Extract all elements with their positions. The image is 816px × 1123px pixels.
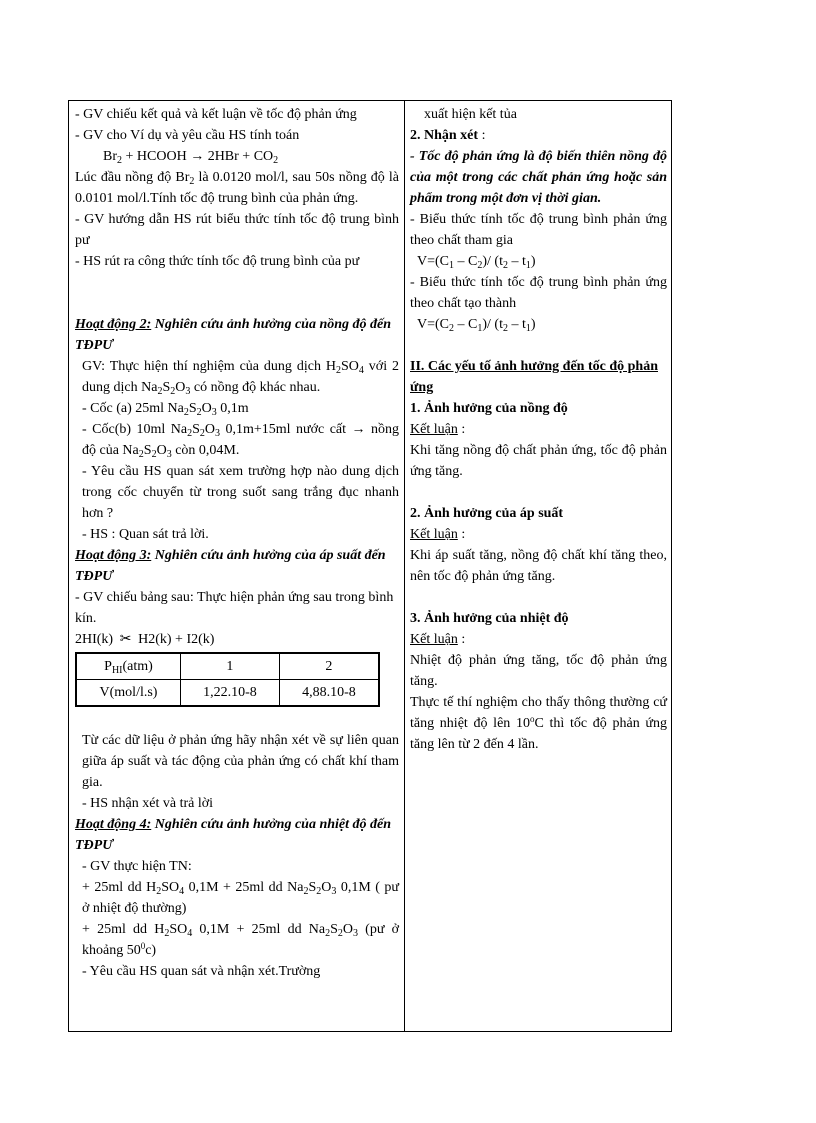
conclusion-label: Kết luận : bbox=[410, 422, 466, 437]
activity-heading: Hoạt động 2: Nghiên cứu ảnh hưởng của nồng độ đến TĐPƯ bbox=[75, 317, 392, 353]
definition: - Tốc độ phản ứng là độ biến thiên nồng độ của một trong các chất phản ứng hoặc sản phẩm trong một đơn vị thời gian. bbox=[410, 149, 667, 206]
formula: $V=(C_1 - C_2)/$ $(t_2 - t_1)$ bbox=[417, 254, 536, 271]
text-line: - GV cho Ví dụ và yêu cầu HS tính toán bbox=[75, 128, 300, 143]
activity-heading: Hoạt động 3: Nghiên cứu ảnh hưởng của áp suất đến TĐPƯ bbox=[75, 548, 386, 584]
paragraph: Nhiệt độ phản ứng tăng, tốc độ phản ứng tăng. bbox=[410, 653, 667, 689]
text-line: - Yêu cầu HS quan sát và nhận xét.Trường bbox=[82, 964, 321, 979]
paragraph: Lúc đầu nồng độ $Br_2$ là 0.0120 mol/l, sau 50s nồng độ là 0.0101 mol/l.Tính tốc độ trung bình của phản ứng. bbox=[75, 170, 399, 206]
paragraph: Khi tăng nồng độ chất phản ứng, tốc độ phản ứng tăng. bbox=[410, 443, 667, 479]
reaction-line: 2HI(k) ✂ H2(k) + I2(k) bbox=[75, 629, 399, 650]
subsection-heading: 3. Ảnh hưởng của nhiệt độ bbox=[410, 611, 569, 626]
list-item: + 25ml dd $H_2SO_4$ 0,1M + 25ml dd $Na_2S_2O_3$ (pư ở khoảng $50^0c$) bbox=[82, 922, 400, 958]
list-item: - Yêu cầu HS quan sát xem trường hợp nào dung dịch trong cốc chuyển từ trong suốt sang trắng đục nhanh hơn ? bbox=[82, 464, 399, 521]
table-cell: V(mol/l.s) bbox=[76, 680, 181, 707]
scissors-icon: ✂ bbox=[119, 632, 132, 647]
list-item: - Cốc (a) 25ml $Na_2S_2O_3$ 0,1m bbox=[82, 401, 249, 418]
left-column bbox=[69, 101, 405, 1031]
activity-heading: Hoạt động 4: Nghiên cứu ảnh hưởng của nhiệt độ đến TĐPƯ bbox=[75, 817, 392, 853]
table-header-cell: 2 bbox=[279, 653, 379, 680]
pressure-rate-table bbox=[75, 652, 380, 707]
conclusion-label: Kết luận : bbox=[410, 632, 466, 647]
paragraph: Khi áp suất tăng, nồng độ chất khí tăng theo, nên tốc độ phản ứng tăng. bbox=[410, 548, 667, 584]
table-header-cell: $P_{HI}(atm)$ bbox=[76, 653, 181, 680]
subsection-heading: 2. Ảnh hưởng của áp suất bbox=[410, 506, 564, 521]
text-line: - GV chiếu bảng sau: Thực hiện phản ứng sau trong bình kín. bbox=[75, 590, 394, 626]
section-heading: 2. Nhận xét : bbox=[410, 128, 486, 143]
paragraph: GV: Thực hiện thí nghiệm của dung dịch $H_2SO_4$ với 2 dung dịch $Na_2S_2O_3$ có nồng độ khác nhau. bbox=[82, 359, 399, 397]
table-cell: 4,88.10-8 bbox=[279, 680, 379, 707]
section-heading: II. Các yếu tố ảnh hưởng đến tốc độ phản ứng bbox=[410, 359, 658, 395]
right-column bbox=[405, 101, 671, 1031]
text-line: - GV chiếu kết quả và kết luận về tốc độ phản ứng bbox=[75, 107, 357, 122]
list-item: + 25ml dd $H_2SO_4$ 0,1M + 25ml dd $Na_2S_2O_3$ 0,1M ( pư ở nhiệt độ thường) bbox=[82, 880, 399, 916]
subsection-heading: 1. Ảnh hưởng của nồng độ bbox=[410, 401, 568, 416]
table-cell: 1,22.10-8 bbox=[181, 680, 280, 707]
text-line: - GV thực hiện TN: bbox=[82, 859, 192, 874]
conclusion-label: Kết luận : bbox=[410, 527, 466, 542]
text-line: - Biểu thức tính tốc độ trung bình phản ứng theo chất tham gia bbox=[410, 212, 667, 248]
lesson-table bbox=[68, 100, 672, 1032]
text-line: - HS nhận xét và trả lời bbox=[82, 796, 214, 811]
table-row bbox=[76, 680, 379, 707]
paragraph: Từ các dữ liệu ở phản ứng hãy nhận xét về sự liên quan giữa áp suất và tác động của phản ứng có chất khí tham gia. bbox=[82, 733, 399, 790]
equation: $Br_2$ + HCOOH → $2HBr + CO_2$ bbox=[103, 149, 279, 166]
text-line: - Biểu thức tính tốc độ trung bình phản ứng theo chất tạo thành bbox=[410, 275, 667, 311]
paragraph: Thực tế thí nghiệm cho thấy thông thường cứ tăng nhiệt độ lên 10$^o$C thì tốc độ phản ứng tăng lên từ 2 đến 4 lần. bbox=[410, 695, 668, 752]
formula: $V=(C_2 - C_1)/$ $(t_2 - t_1)$ bbox=[417, 317, 536, 334]
list-item: - HS : Quan sát trả lời. bbox=[82, 527, 209, 542]
list-item: - Cốc(b) 10ml $Na_2S_2O_3$ 0,1m+15ml nước cất → nồng độ của $Na_2S_2O_3$ còn 0,04M. bbox=[82, 422, 399, 460]
text-line: - HS rút ra công thức tính tốc độ trung bình của pư bbox=[75, 254, 360, 269]
table-row bbox=[76, 653, 379, 680]
text-line: xuất hiện kết tủa bbox=[424, 107, 517, 122]
text-line: - GV hướng dẫn HS rút biểu thức tính tốc độ trung bình pư bbox=[75, 212, 399, 248]
table-header-cell: 1 bbox=[181, 653, 280, 680]
